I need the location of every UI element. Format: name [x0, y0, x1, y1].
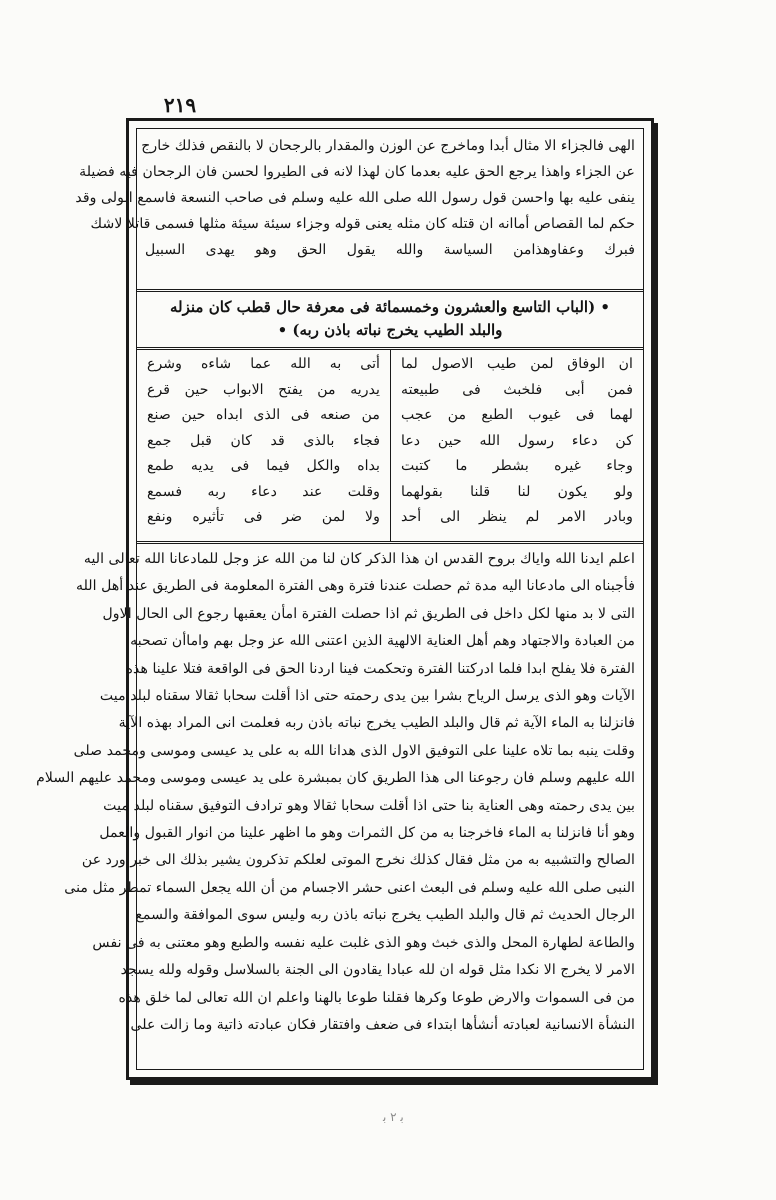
intro-line: الهى فالجزاء الا مثال أبدا وماخرج عن الوزن والمقدار بالرجحان لا بالنقص فذلك خارج [141, 138, 635, 154]
verse-line: فمن أبى فلخبث فى طبيعته [401, 381, 633, 398]
poem-right-column [390, 350, 643, 541]
body-line: الفترة فلا يفلح ابدا فلما ادركتنا الفترة وتحكمت فينا اردنا الحق فى الواقعة فتلا علينا هذه [125, 660, 635, 677]
body-line: الرجال الحديث ثم قال والبلد الطيب يخرج نباته باذن ربه وليس سوى الموافقة والسمع [135, 907, 635, 924]
body-line: الصالح والتشبيه به من مثل فقال كذلك نخرج الموتى لعلكم تذكرون يشير بذلك الى خبر ورد عن [81, 852, 635, 869]
body-paragraph [36, 541, 643, 1039]
body-line: النبى صلى الله عليه وسلم فى البعث اعنى حشر الاجسام من أن الله يجعل السماء تمطر مثل منى [64, 879, 635, 896]
body-line: فأجبناه الى مادعانا اليه مدة ثم حصلت عندنا فترة وهى الفترة المعلومة فى الطريق عند أهل الله [76, 578, 635, 595]
verse-line: ولو يكون لنا قلنا بقولهما [401, 483, 633, 500]
body-line: وهو أنا فانزلنا به الماء فاخرجنا به من كل الثمرات وهو ما اظهر علينا من انوار القبول والعمل [99, 825, 635, 842]
verse-line: وجاء غيره بشطر ما كتبت [401, 458, 633, 474]
intro-line: عن الجزاء واهذا يرجع الحق عليه بعدما كان لهذا لانه فى الطيروا لحسن فان الرجحان فيه فضيلة [79, 164, 635, 180]
intro-line: ينفى عليه بها واحسن قول رسول الله صلى الله عليه وسلم فى صاحب النسعة فاسمع الولى وقد [75, 190, 635, 206]
body-line: الامر لا يخرج الا نكدا مثل قوله ان لله عبادا يقادون الى الجنة بالسلاسل وقوله ولله يسجد [120, 962, 635, 979]
chapter-heading [137, 289, 643, 347]
verse-line: وبادر الامر لم ينظر الى أحد [401, 509, 633, 525]
inner-frame [36, 128, 644, 1070]
margin-mark: ﺑ ٢ ﺑ [383, 1110, 404, 1124]
verse-line: فجاء بالذى قد كان قبل جمع [147, 432, 380, 449]
verse-line: ولا لمن ضر فى تأثيره ونفع [147, 509, 380, 525]
verse-line: يدريه من يفتح الابواب حين قرع [147, 381, 380, 398]
body-line: وقلت ينبه بما تلاه علينا على التوفيق الاول الذى هدانا الله به على يد عيسى وموسى ومحمد صلى [73, 742, 635, 759]
verse-line: بداه والكل فيما فى يديه طمع [147, 458, 380, 474]
chapter-title-line: • (الباب التاسع والعشرون وخمسمائة فى معرفة حال قطب كان منزله [170, 298, 610, 316]
verse-line: وقلت عند دعاء ربه فسمع [147, 483, 380, 500]
body-line: الآيات وهو الذى يرسل الرياح بشرا بين يدى رحمته حتى اذا أقلت سحابا ثقالا سقناه لبلد ميت [99, 688, 635, 705]
intro-paragraph [75, 133, 643, 263]
page-number: ٢١٩ [163, 93, 197, 117]
verse-line: كن دعاء رسول الله حين دعا [401, 432, 633, 449]
body-line: النشأة الانسانية لعبادته أنشأها ابتداء فى ضعف وافتقار فكان عبادته ذاتية وما زالت على [130, 1016, 635, 1033]
poem-left-column [137, 350, 390, 541]
body-line: الله عليهم وسلم فان رجوعنا الى هذا الطريق كان بمبشرة على يد عيسى وموسى ومحمد عليهم السلام [36, 770, 635, 787]
poem-block [137, 347, 643, 541]
body-line: فانزلنا به الماء الآية ثم قال والبلد الطيب يخرج نباته باذن ربه فعلمت انى المراد بهذه الآية [118, 715, 635, 732]
body-line: اعلم ايدنا الله واياك بروح القدس ان هذا الذكر كان لنا من الله عز وجل للمادعانا الله تعالى اليه [83, 551, 635, 567]
verse-line: من صنعه فى الذى ابداه حين صنع [147, 407, 380, 423]
verse-line: لهما فى غيوب الطبع من عجب [401, 407, 633, 423]
body-line: من فى السموات والارض طوعا وكرها فقلنا طوعا بالهنا واعلم ان الله تعالى لما خلق هذه [118, 989, 635, 1006]
body-line: التى لا بد منها لكل داخل فى الطريق ثم اذا حصلت الفترة امأن يعقبها رجوع الى الحال الاول [102, 605, 635, 622]
body-line: من العبادة والاجتهاد وهم أهل العناية الالهية الذين اعتنى الله عز وجل بهم واماأن تصحبه [130, 633, 635, 650]
verse-line: أتى به الله عما شاءه وشرع [147, 356, 380, 372]
chapter-title-line: والبلد الطيب يخرج نباته باذن ربه) • [277, 321, 503, 339]
intro-line: فبرك وعفاوهذامن السياسة والله يقول الحق وهو يهدى السبيل [145, 242, 635, 258]
intro-line: حكم لما القصاص أماانه ان قتله كان مثله يعنى قوله وجزاء سيئة سيئة مثلها فسمى قاتلا لاشك [90, 216, 635, 232]
body-line: والطاعة لطهارة المحل والذى خبث وهو الذى غلبت عليه نفسه والطبع وهو معتنى به فى نفس [92, 934, 635, 951]
body-line: بين يدى رحمته وهى العناية بنا حتى اذا أقلت سحابا ثقالا وهو ترادف التوفيق سقناه لبلد ميت [103, 797, 635, 814]
page-frame [36, 118, 654, 1080]
verse-line: ان الوفاق لمن طيب الاصول لما [401, 356, 633, 372]
